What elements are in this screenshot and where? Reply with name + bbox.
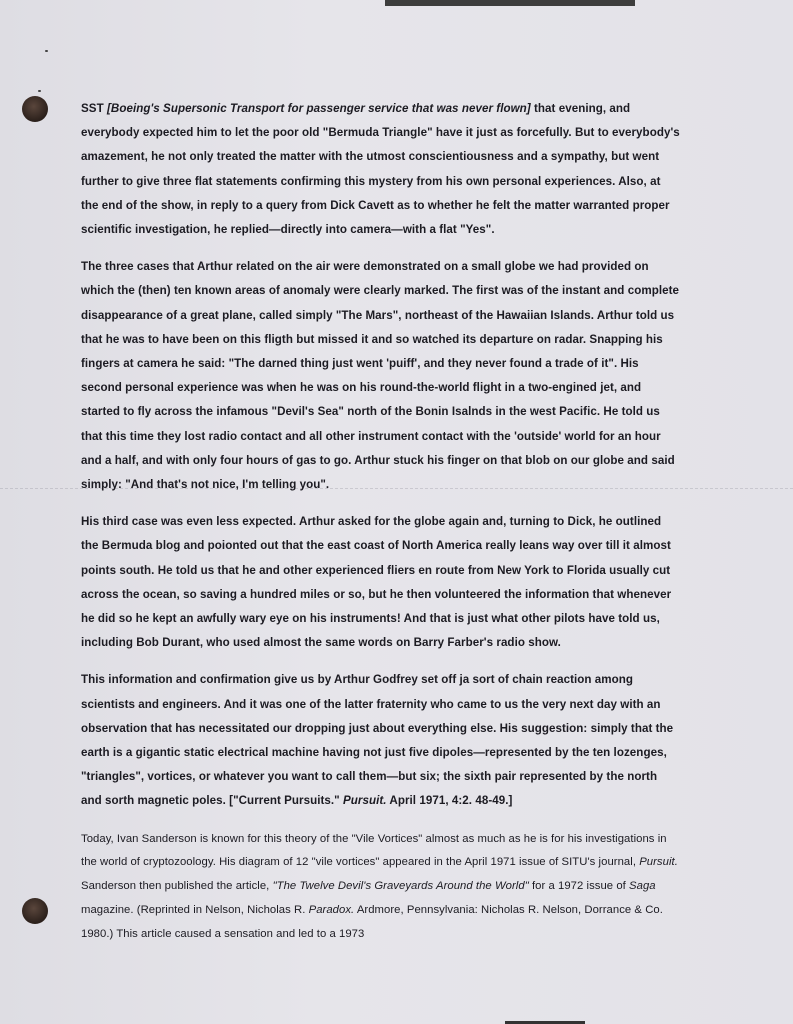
binder-hole-bottom xyxy=(22,898,48,924)
text-run: Ardmore, Pennsylvania: Nicholas R. Nelson, Dorrance & Co. 1980.) This article caused a sensation and led to a 1973 xyxy=(81,904,663,940)
top-edge-mark xyxy=(385,0,635,6)
text-run: magazine. (Reprinted in Nelson, Nicholas R. xyxy=(81,904,309,917)
paragraph xyxy=(81,255,681,497)
paragraph xyxy=(81,97,681,242)
text-run: SST xyxy=(81,102,107,115)
paragraph xyxy=(81,828,681,947)
paper-speck xyxy=(45,50,48,52)
text-run: The three cases that Arthur related on the air were demonstrated on a small globe we had provided on which the (then) ten known areas of anomaly were clearly marked. The first was of the instant and complete disappearance of a great plane, called simply "The Mars", northeast of the Hawaiian Islands. Arthur told us that he was to have been on this fligth but missed it and so watched its departure on radar. Snapping his fingers at camera he said: "The darned thing just went 'puiff', and they never found a trade of it". His second personal experience was when he was on his round-the-world flight in a two-engined jet, and started to fly across the infamous "Devil's Sea" north of the Bonin Isalnds in the west Pacific. He told us that this time they lost radio contact and all other instrument contact with the 'outside' world for an hour and a half, and with only four hours of gas to go. Arthur stuck his finger on that blob on our globe and said simply: "And that's not nice, I'm telling you". xyxy=(81,260,680,492)
italic-run: "The Twelve Devil's Graveyards Around the World" xyxy=(272,880,529,893)
paragraph xyxy=(81,668,681,813)
italic-run: Paradox. xyxy=(308,904,355,917)
text-run: that evening, and everybody expected him to let the poor old "Bermuda Triangle" have it just as forcefully. But to everybody's amazement, he not only treated the matter with the utmost conscientiousness and a sympathy, but went further to give three flat statements confirming this mystery from his own personal experiences. Also, at the end of the show, in reply to a query from Dick Cavett as to whether he felt the matter warranted proper scientific investigation, he replied—directly into camera—with a flat "Yes". xyxy=(81,102,680,237)
paragraph xyxy=(81,510,681,655)
document-body xyxy=(81,97,681,960)
italic-run: Saga xyxy=(629,880,656,893)
italic-run: [Boeing's Supersonic Transport for passenger service that was never flown] xyxy=(106,102,531,115)
text-run: Today, Ivan Sanderson is known for this theory of the "Vile Vortices" almost as much as he is for his investigations in the world of cryptozoology. His diagram of 12 "vile vortices" appeared in the April 1971 issue of SITU's journal, xyxy=(81,832,667,869)
italic-run: Pursuit. xyxy=(343,794,387,808)
text-run: for a 1972 issue of xyxy=(528,880,630,893)
text-run: Sanderson then published the article, xyxy=(81,880,273,893)
text-run: His third case was even less expected. Arthur asked for the globe again and, turning to Dick, he outlined the Bermuda blog and poionted out that the east coast of North America really leans way over till it almost points south. He told us that he and other experienced fliers en route from New York to Florida usually cut across the ocean, so saving a hundred miles or so, but he then volunteered the information that whenever he did so he kept an awfully wary eye on his instruments! And that is just what other pilots have told us, including Bob Durant, who used almost the same words on Barry Farber's radio show. xyxy=(81,515,672,650)
italic-run: Pursuit. xyxy=(639,856,678,869)
paper-speck xyxy=(38,90,41,92)
binder-hole-top xyxy=(22,96,48,122)
text-run: April 1971, 4:2. 48-49.] xyxy=(386,794,513,808)
text-run: This information and confirmation give us by Arthur Godfrey set off ja sort of chain reaction among scientists and engineers. And it was one of the latter fraternity who came to us the very next day with an observation that has necessitated our dropping just about everything else. His suggestion: simply that the earth is a gigantic static electrical machine having not just five dipoles—represented by the ten lozenges, "triangles", vortices, or whatever you want to call them—but six; the sixth pair represented by the north and sorth magnetic poles. ["Current Pursuits." xyxy=(81,673,674,808)
